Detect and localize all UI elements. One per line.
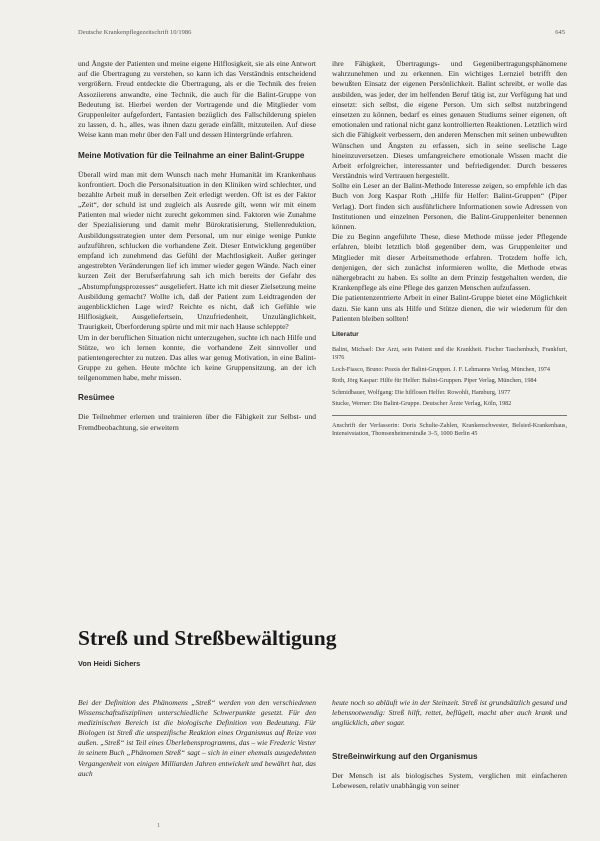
paragraph: Der Mensch ist als biologisches System, verglichen mit einfacheren Lebewesen, relativ unabhängig von seiner bbox=[332, 771, 567, 791]
journal-name: Deutsche Krankenpflegezeitschrift 10/1986 bbox=[78, 29, 192, 36]
literature-heading: Literatur bbox=[332, 330, 359, 338]
paragraph: ihre Fähigkeit, Übertragungs- und Gegenübertragungsphänomene wahrzunehmen und zu erkennen. Ein wichtiges Lernziel betrifft den bewußten Einsatz der eigenen Persönlichkeit. Balint schreibt, er wolle das ausbilden, was jeder, der im helfenden Beruf tätig ist, zur Verfügung hat und einsetzt: sich selbst, die eigene Person. Um sich selbst nutzbringend einsetzen zu können, bedarf es eines genauen Studiums seiner eigenen, oft emotionalen und rational nicht ganz kontrollierten Reaktionen. Letztlich wird sich die Fähigkeit verbessern, den anderen Menschen mit seinen unbewußten Wünschen und Ängsten zu erfassen, sich in seine seelische Lage hineinzuversetzen. Dieses umfangreichere emotionale Wissen macht die Arbeit erfolgreicher, interessanter und befriedigender. Durch besseres Verständnis wird Vertrauen hergestellt. bbox=[332, 59, 567, 181]
paragraph: und Ängste der Patienten und meine eigene Hilflosigkeit, sie als eine Antwort auf die Übertragung zu verstehen, so kann ich das Verständnis entscheidend vergrößern. Freud entdeckte die Übertragung, als er die Technik des freien Assoziierens anwandte, eine Technik, die auch für die Balint-Gruppe von Bedeutung ist. Hierbei werden der Vortragende und die Mitglieder vom Gruppenleiter aufgefordert, Fantasien bezüglich des Fallschilderung spielen zu lassen, d. h., alles, was ihnen dazu gerade einfällt, mitzuteilen. Auf diese Weise kann man mehr über den Fall und dessen Hintergründe erfahren. bbox=[78, 59, 316, 140]
author-address: Anschrift der Verfasserin: Doris Schulte-Zahlen, Krankenschwester, Belsied-Krankenhaus, Intensivstation, Thomsenheimerstraße 3–5, 1000 Berlin 45 bbox=[332, 421, 567, 438]
paragraph: Die patientenzentrierte Arbeit in einer Balint-Gruppe bietet eine Möglichkeit dazu. Sie kann uns als Hilfe und Stütze dienen, die wir wiederum für den Patienten bleiben sollten! bbox=[332, 293, 567, 323]
footer-mark: 1 bbox=[157, 823, 160, 829]
section-heading-resumee: Resümee bbox=[78, 393, 115, 403]
literature-entry: Loch-Fiasco, Bruno: Praxis der Balint-Gruppen. J. F. Lehmanns Verlag, München, 1974 bbox=[332, 365, 550, 373]
section-heading-motivation: Meine Motivation für die Teilnahme an einer Balint-Gruppe bbox=[78, 150, 305, 160]
abstract-left: Bei der Definition des Phänomens „Streß“ werden von den verschiedenen Wissenschaftsdisziplinen unterschiedliche Schwerpunkte gesetzt. Für den medizinischen Bereich ist die biologische Definition von Bedeutung. Für Biologen ist Streß die unspezifische Reaktion eines Organismus auf Reize von außen. „Streß“ ist Teil eines Überlebensprogramms, das – wie Frederic Vester in seinem Buch „Phänomen Streß“ sagt – sich in einer ehemals ausgedehnten Vergangenheit von einigen Milliarden Jahren entwickelt und bewährt hat, das auch bbox=[78, 697, 316, 778]
left-column bbox=[78, 59, 316, 433]
paragraph: Die zu Beginn angeführte These, diese Methode müsse jeder Pflegende erfahren, bleibt letztlich bloß gegenüber dem, was Gruppenleiter und Mitglieder mit dieser Arbeitsmethode erfahren. Trotzdem hoffe ich, denjenigen, der sich zunächst informieren wollte, die Methode etwas nähergebracht zu haben. Es sollte an dem Prinzip festgehalten werden, die Krankenpflege als eine Pflege des ganzen Menschen aufzufassen. bbox=[332, 232, 567, 293]
literature-entry: Roth, Jörg Kaspar: Hilfe für Helfer: Balint-Gruppen. Piper Verlag, München, 1984 bbox=[332, 377, 537, 385]
abstract-right: heute noch so abläuft wie in der Steinzeit. Streß ist grundsätzlich gesund und lebensnotwendig: Streß hilft, rettet, beflügelt, macht aber auch krank und unglücklich, aber sogar. bbox=[332, 697, 567, 727]
article-author: Von Heidi Sichers bbox=[78, 659, 141, 668]
literature-entry: Balint, Michael: Der Arzt, sein Patient und die Krankheit. Fischer Taschenbuch, Frankfurt, 1976 bbox=[332, 346, 567, 362]
right-column bbox=[332, 59, 567, 445]
literature-list bbox=[332, 346, 567, 408]
paragraph: Um in der beruflichen Situation nicht unterzugehen, suchte ich nach Hilfe und Stütze, wo ich lernen konnte, die vorhandene Zeit sinnvoller und patientengerechter zu nutzen. Das alles war genug Motivation, in eine Balint-Gruppe zu gehen. Heute möchte ich keine Gruppensitzung, an der ich teilgenommen habe, mehr missen. bbox=[78, 332, 316, 383]
literature-entry: Schmidbauer, Wolfgang: Die hilflosen Helfer. Rowohlt, Hamburg, 1977 bbox=[332, 388, 511, 396]
paragraph: Überall wird man mit dem Wunsch nach mehr Humanität im Krankenhaus konfrontiert. Doch die Personalsituation in den Kliniken wird schlechter, und bezahlte Arbeit muß in derselben Zeit erledigt werden. Oft ist es der Faktor „Zeit“, der schuld ist und zugleich als Ausrede gilt, wenn wir mit einem Patienten mal wieder nicht zurecht gekommen sind. Faktoren wie Zunahme der Spezialisierung und damit mehr Bürokratisierung, Stellenreduktion, Ausbildungsstrategien unter dem Personal, um nur einige wenige Punkte aufzuführen, schlucken die vorhandene Zeit. Dieser Entwicklung gegenüber empfand ich zunehmend das Gefühl der Machtlosigkeit. Außer geringer angestrebten Veränderungen lief ich immer wieder gegen Wände. Nach einer kurzen Zeit der Berufserfahrung sah ich mich bereits der Gefahr des „Abstumpfungsprozesses“ ausgeliefert. Hatte ich mit dieser Zielsetzung meine Ausbildung gemacht? Wollte ich, daß der Patient zum Leidtragenden der augenblicklichen Lage wird? Reichte es nicht, daß ich Gefühle wie Hilflosigkeit, Ausgeliefertsein, Unzufriedenheit, Unzulänglichkeit, Traurigkeit, Überforderung spürte und mit mir nach Hause schleppte? bbox=[78, 169, 316, 332]
section-stress-effects bbox=[332, 752, 567, 791]
page-number: 645 bbox=[555, 29, 565, 36]
divider bbox=[332, 415, 567, 416]
paragraph: Die Teilnehmer erlernen und trainieren über die Fähigkeit zur Selbst- und Fremdbeobachtung, sie erweitern bbox=[78, 412, 316, 432]
paragraph: Sollte ein Leser an der Balint-Methode Interesse zeigen, so empfehle ich das Buch von Jorg Kaspar Roth „Hilfe für Helfer: Balint-Gruppen“ (Piper Verlag). Dort finden sich ausführlichere Informationen sowie Adressen von Institutionen und einzelnen Personen, die Balint-Gruppenleiter benennen können. bbox=[332, 181, 567, 231]
section-heading-stress-effects: Streßeinwirkung auf den Organismus bbox=[332, 752, 478, 761]
article-title: Streß und Streßbewältigung bbox=[78, 626, 337, 650]
literature-entry: Stucke, Werner: Die Balint-Gruppe. Deutscher Ärzte Verlag, Köln, 1982 bbox=[332, 400, 512, 408]
